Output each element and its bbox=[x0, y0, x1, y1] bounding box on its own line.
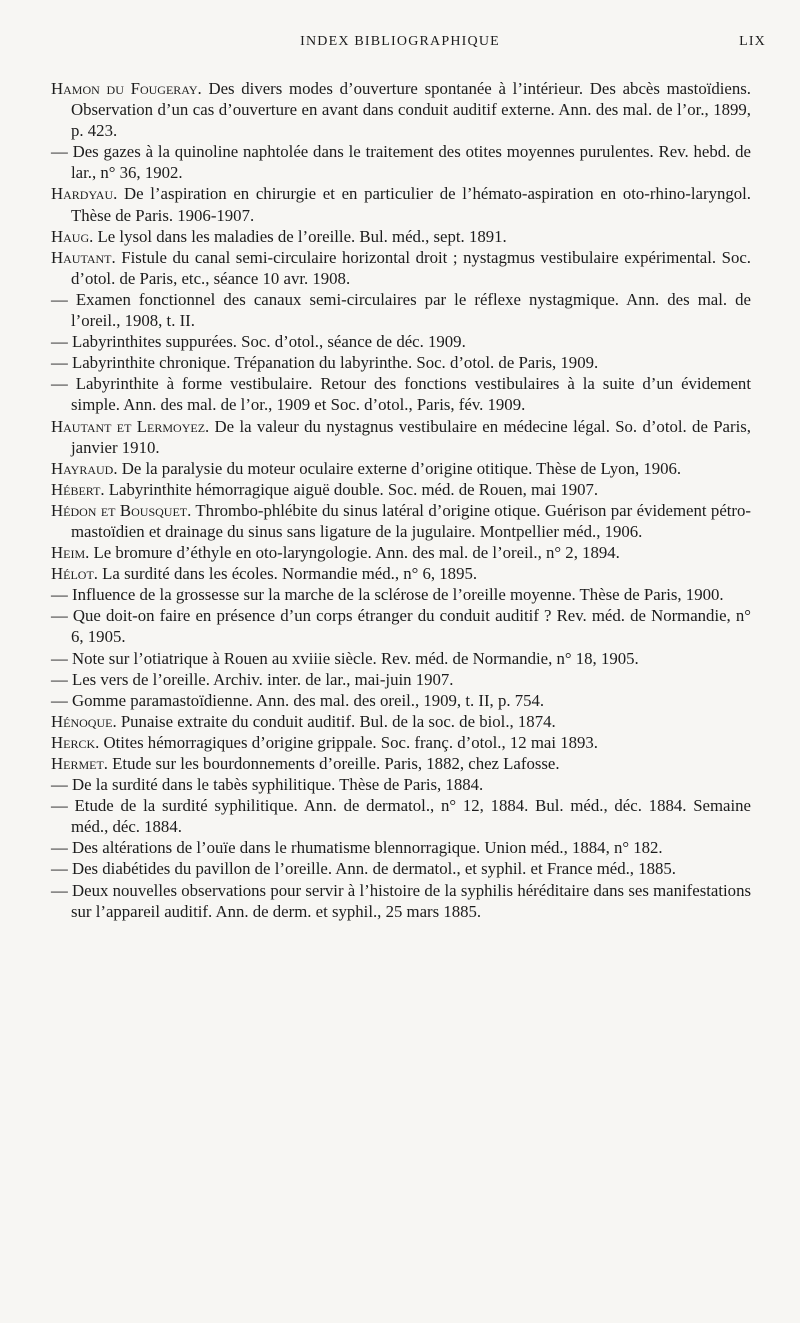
bibliography-entry bbox=[51, 880, 751, 922]
entry-author: Hénoque. bbox=[51, 711, 117, 731]
entry-text: — Labyrinthite chronique. Trépanation du labyrinthe. Soc. d’otol. de Paris, 1909. bbox=[51, 353, 599, 373]
bibliography-entry bbox=[51, 711, 751, 732]
bibliography-entry bbox=[51, 331, 751, 352]
bibliography-entry bbox=[51, 247, 751, 289]
entry-text: Des divers modes d’ouverture spontanée à l’intérieur. Des abcès mastoïdiens. Observation d’un cas d’ouverture en avant dans conduit auditif externe. Ann. des mal. de l’or., 1899, p. 423. bbox=[71, 79, 751, 141]
entry-text: — Etude de la surdité syphilitique. Ann. de dermatol., n° 12, 1884. Bul. méd., déc. 1884. Semaine méd., déc. 1884. bbox=[51, 796, 751, 837]
entry-author: Hélot. bbox=[51, 564, 98, 584]
bibliography-entry bbox=[51, 795, 751, 837]
entry-text: Le lysol dans les maladies de l’oreille. Bul. méd., sept. 1891. bbox=[93, 226, 507, 246]
page-title: INDEX BIBLIOGRAPHIQUE bbox=[300, 34, 500, 49]
entry-author: Hamon du Fougeray. bbox=[51, 79, 202, 98]
bibliography-entry bbox=[51, 690, 751, 711]
entry-text: De l’aspiration en chirurgie et en particulier de l’hémato-aspiration en oto-rhino-laryngol. Thèse de Paris. 1906-1907. bbox=[71, 184, 751, 225]
entry-text: Punaise extraite du conduit auditif. Bul. de la soc. de biol., 1874. bbox=[116, 711, 556, 731]
entry-text: Thrombo-phlébite du sinus latéral d’origine otique. Guérison par évidement pétro-mastoïdien et drainage du sinus sans ligature de la jugulaire. Montpellier méd., 1906. bbox=[71, 500, 751, 541]
running-header bbox=[0, 34, 800, 58]
entry-text: — Influence de la grossesse sur la marche de la sclérose de l’oreille moyenne. Thèse de Paris, 1900. bbox=[51, 585, 724, 605]
bibliography-entry bbox=[51, 226, 751, 247]
bibliography-entry bbox=[51, 416, 751, 458]
entry-text: La surdité dans les écoles. Normandie méd., n° 6, 1895. bbox=[97, 564, 478, 584]
bibliography-entry bbox=[51, 141, 751, 183]
entry-text: Fistule du canal semi-circulaire horizontal droit ; nystagmus vestibulaire expérimental. Soc. d’otol. de Paris, etc., séance 10 avr. 1908. bbox=[71, 247, 751, 288]
entry-author: Hautant. bbox=[51, 247, 116, 267]
page-number: LIX bbox=[739, 34, 766, 49]
entry-text: Etude sur les bourdonnements d’oreille. Paris, 1882, chez Lafosse. bbox=[107, 754, 560, 773]
entry-author: Hardyau. bbox=[51, 184, 118, 204]
bibliography-entry bbox=[51, 373, 751, 415]
bibliography-entry bbox=[51, 753, 751, 774]
bibliography-entry bbox=[51, 732, 751, 753]
bibliography-entry bbox=[51, 648, 751, 669]
entry-text: — Gomme paramastoïdienne. Ann. des mal. des oreil., 1909, t. II, p. 754. bbox=[51, 690, 545, 710]
bibliography-entry bbox=[51, 78, 751, 141]
bibliography-entry bbox=[51, 289, 751, 331]
bibliography-list bbox=[51, 78, 751, 922]
bibliography-entry bbox=[51, 479, 751, 500]
entry-text: — Des gazes à la quinoline naphtolée dans le traitement des otites moyennes purulentes. Rev. hebd. de lar., n° 36, 1902. bbox=[51, 142, 751, 183]
entry-text: — Note sur l’otiatrique à Rouen au xviiie siècle. Rev. méd. de Normandie, n° 18, 1905. bbox=[51, 648, 639, 668]
entry-text: Labyrinthite hémorragique aiguë double. Soc. méd. de Rouen, mai 1907. bbox=[104, 479, 599, 499]
entry-text: — Des altérations de l’ouïe dans le rhumatisme blennorragique. Union méd., 1884, n° 182. bbox=[51, 838, 663, 858]
bibliography-entry bbox=[51, 584, 751, 605]
entry-text: — De la surdité dans le tabès syphilitique. Thèse de Paris, 1884. bbox=[51, 775, 484, 795]
entry-text: — Labyrinthite à forme vestibulaire. Retour des fonctions vestibulaires à la suite d’un évidement simple. Ann. des mal. de l’or., 1909 et Soc. d’otol., Paris, fév. 1909. bbox=[51, 374, 751, 415]
bibliography-entry bbox=[51, 563, 751, 584]
entry-text: Le bromure d’éthyle en oto-laryngologie. Ann. des mal. de l’oreil., n° 2, 1894. bbox=[89, 543, 620, 563]
entry-author: Hermet. bbox=[51, 754, 108, 773]
bibliography-entry bbox=[51, 858, 751, 879]
bibliography-entry bbox=[51, 542, 751, 563]
bibliography-entry bbox=[51, 352, 751, 373]
entry-text: — Que doit-on faire en présence d’un corps étranger du conduit auditif ? Rev. méd. de Normandie, n° 6, 1905. bbox=[51, 606, 751, 647]
bibliography-entry bbox=[51, 774, 751, 795]
entry-text: — Deux nouvelles observations pour servir à l’histoire de la syphilis héréditaire dans ses manifestations sur l’appareil auditif. Ann. de derm. et syphil., 25 mars 1885. bbox=[51, 880, 751, 921]
entry-text: De la paralysie du moteur oculaire externe d’origine otitique. Thèse de Lyon, 1906. bbox=[117, 458, 682, 478]
entry-text: — Des diabétides du pavillon de l’oreille. Ann. de dermatol., et syphil. et France méd., 1885. bbox=[51, 859, 676, 879]
entry-author: Heim. bbox=[51, 543, 90, 563]
entry-author: Hédon et Bousquet. bbox=[51, 500, 192, 520]
bibliography-entry bbox=[51, 458, 751, 479]
entry-author: Hébert. bbox=[51, 479, 105, 499]
entry-text: — Labyrinthites suppurées. Soc. d’otol., séance de déc. 1909. bbox=[51, 332, 466, 352]
bibliography-entry bbox=[51, 837, 751, 858]
entry-text: Otites hémorragiques d’origine grippale. Soc. franç. d’otol., 12 mai 1893. bbox=[99, 732, 598, 752]
entry-text: De la valeur du nystagnus vestibulaire en médecine légal. So. d’otol. de Paris, janvier 1910. bbox=[71, 416, 751, 457]
bibliography-entry bbox=[51, 500, 751, 542]
bibliography-entry bbox=[51, 669, 751, 690]
entry-text: — Examen fonctionnel des canaux semi-circulaires par le réflexe nystagmique. Ann. des mal. de l’oreil., 1908, t. II. bbox=[51, 289, 751, 331]
entry-text: — Les vers de l’oreille. Archiv. inter. de lar., mai-juin 1907. bbox=[51, 669, 454, 689]
entry-author: Hautant et Lermoyez. bbox=[51, 416, 210, 436]
bibliography-entry bbox=[51, 183, 751, 225]
entry-author: Herck. bbox=[51, 732, 100, 752]
bibliography-entry bbox=[51, 605, 751, 647]
entry-author: Hayraud. bbox=[51, 458, 118, 478]
entry-author: Haug. bbox=[51, 226, 94, 246]
